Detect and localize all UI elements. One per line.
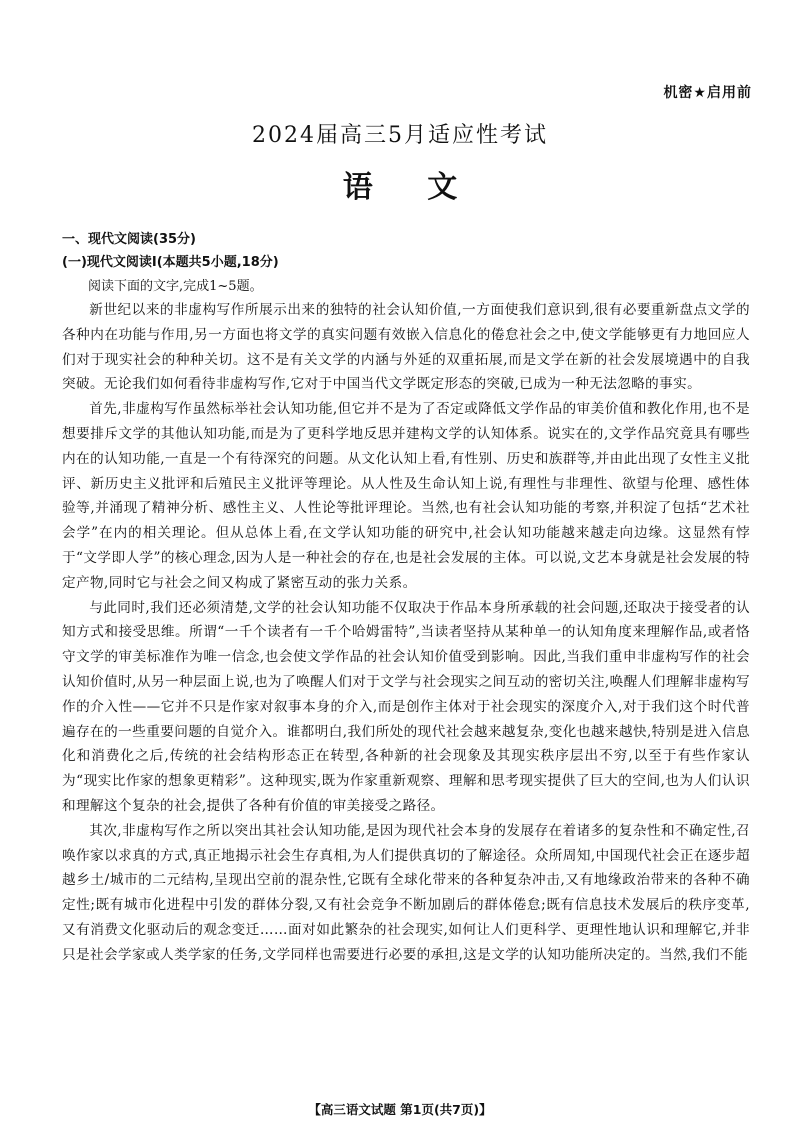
paragraph-3: 与此同时,我们还必须清楚,文学的社会认知功能不仅取决于作品本身所承载的社会问题,还取决于接受者的认知方式和接受思维。所谓“一千个读者有一千个哈姆雷特”,当读者坚持从某种单一的认知角度来理解作品,或者恪守文学的审美标准作为唯一信念,也会使文学作品的社会认知价值受到影响。因此,当我们重申非虚构写作的社会认知价值时,从另一种层面上说,也为了唤醒人们对于文学与社会现实之间互动的密切关注,唤醒人们理解非虚构写作的介入性——它并不只是作家对叙事本身的介入,而是创作主体对于社会现实的深度介入,对于我们这个时代普遍存在的一些重要问题的自觉介入。谁都明白,我们所处的现代社会越来越复杂,变化也越来越快,特别是进入信息化和消费化之后,传统的社会结构形态正在转型,各种新的社会现象及其现实秩序层出不穷,以至于有些作家认为“现实比作家的想象更精彩”。这种现实,既为作家重新观察、理解和思考现实提供了巨大的空间,也为人们认识和理解这个复杂的社会,提供了各种有价值的审美接受之路径。	[62, 599, 750, 814]
part-heading: 一、现代文阅读(35分)	[62, 232, 196, 247]
paragraph-1: 新世纪以来的非虚构写作所展示出来的独特的社会认知价值,一方面使我们意识到,很有必要重新盘点文学的各种内在功能与作用,另一方面也将文学的真实问题有效嵌入信息化的倦怠社会之中,使文学能够更有力地回应人们对于现实社会的种种关切。这不是有关文学的内涵与外延的双重拓展,而是文学在新的社会发展境遇中的自我突破。无论我们如何看待非虚构写作,它对于中国当代文学既定形态的突破,已成为一种无法忽略的事实。	[62, 302, 750, 393]
confidential-mark: 机密★启用前	[663, 85, 752, 101]
subject-title: 语 文	[342, 170, 480, 205]
paragraph-2: 首先,非虚构写作虽然标举社会认知功能,但它并不是为了否定或降低文学作品的审美价值和教化作用,也不是想要排斥文学的其他认知功能,而是为了更科学地反思并建构文学的认知体系。说实在的,文学作品究竟具有哪些内在的认知功能,一直是一个有待深究的问题。从文化认知上看,有性别、历史和族群等,并由此出现了女性主义批评、新历史主义批评和后殖民主义批评等理论。从人性及生命认知上说,有理性与非理性、欲望与伦理、感性体验等,并涌现了精神分析、感性主义、人性论等批评理论。当然,也有社会认知功能的考察,并积淀了包括“艺术社会学”在内的相关理论。但从总体上看,在文学认知功能的研究中,社会认知功能越来越走向边缘。这显然有悖于“文学即人学”的核心理念,因为人是一种社会的存在,也是社会发展的主体。可以说,文艺本身就是社会发展的特定产物,同时它与社会之间又构成了紧密互动的张力关系。	[62, 401, 750, 591]
reading-passage	[62, 298, 750, 968]
exam-title: 2024届高三5月适应性考试	[252, 123, 548, 148]
paragraph-4: 其次,非虚构写作之所以突出其社会认知功能,是因为现代社会本身的发展存在着诸多的复杂性和不确定性,召唤作家以求真的方式,真正地揭示社会生存真相,为人们提供真切的了解途径。众所周知,中国现代社会正在逐步超越乡土/城市的二元结构,呈现出空前的混杂性,它既有全球化带来的各种复杂冲击,又有地缘政治带来的各种不确定性;既有城市化进程中引发的群体分裂,又有社会竞争不断加剧后的群体倦怠;既有信息技术发展后的秩序变革,又有消费文化驱动后的观念变迁……面对如此繁杂的社会现实,如何让人们更科学、更理性地认识和理解它,并非只是社会学家或人类学家的任务,文学同样也需要进行必要的承担,这是文学的认知功能所决定的。当然,我们不能	[62, 822, 750, 963]
page-footer: 【高三语文试题 第1页(共7页)】	[308, 1102, 492, 1117]
sub-heading: (一)现代文阅读Ⅰ(本题共5小题,18分)	[62, 255, 279, 270]
instruction: 阅读下面的文字,完成1~5题。	[88, 279, 263, 294]
